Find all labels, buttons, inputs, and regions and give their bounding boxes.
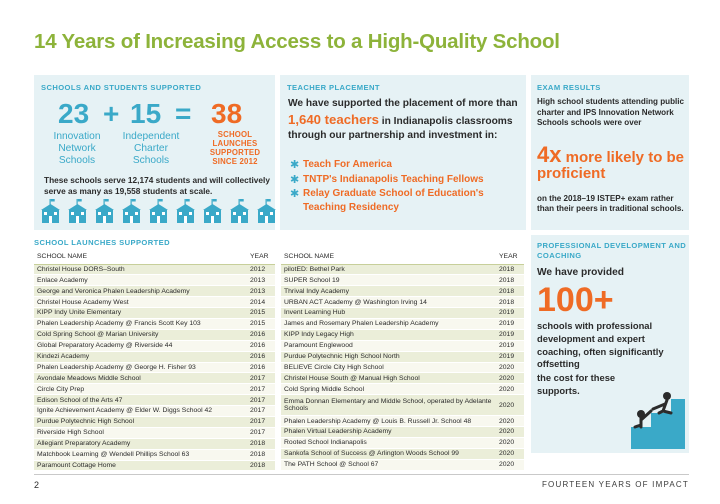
year-cell: 2016 — [247, 340, 275, 351]
table-row — [281, 373, 524, 384]
charter-label: Independent Charter Schools — [122, 131, 180, 167]
table-row — [281, 308, 524, 319]
school-name-cell: Purdue Polytechnic High School North — [281, 351, 496, 362]
school-name-cell: Phalen Virtual Leadership Academy — [281, 427, 496, 438]
year-cell: 2018 — [247, 449, 275, 460]
table-row — [281, 329, 524, 340]
table-row — [34, 275, 275, 286]
school-name-cell: Purdue Polytechnic High School — [34, 416, 247, 427]
table-row — [281, 264, 524, 275]
table-row — [281, 395, 524, 416]
plus-sign: + — [103, 98, 120, 129]
table-row — [34, 297, 275, 308]
table-row — [281, 318, 524, 329]
table-row — [34, 362, 275, 373]
table-row — [34, 318, 275, 329]
table-row — [34, 449, 275, 460]
teacher-panel — [280, 75, 526, 230]
year-cell: 2020 — [496, 427, 524, 438]
school-name-cell: Allegiant Preparatory Academy — [34, 438, 247, 449]
school-name-cell: Matchbook Learning @ Wendell Phillips School 63 — [34, 449, 247, 460]
exam-multiplier: 4x — [537, 142, 562, 167]
pd-text-narrow: the cost for these supports. — [537, 372, 616, 396]
year-cell: 2017 — [247, 427, 275, 438]
school-name-cell: KIPP Indy Legacy High — [281, 329, 496, 340]
table-row — [34, 308, 275, 319]
pd-intro: We have provided — [537, 267, 624, 278]
year-cell: 2020 — [496, 416, 524, 427]
year-cell: 2020 — [496, 459, 524, 470]
launches-table-right — [281, 250, 524, 471]
partner-label: Teach For America — [303, 159, 392, 170]
asterisk-icon: ✱ — [290, 173, 300, 186]
pd-heading: PROFESSIONAL DEVELOPMENT AND COACHING — [537, 241, 687, 260]
school-icons-row — [40, 199, 277, 223]
school-name-cell: Enlace Academy — [34, 275, 247, 286]
table-row — [34, 351, 275, 362]
school-name-cell: URBAN ACT Academy @ Washington Irving 14 — [281, 297, 496, 308]
exam-highlight-rest: more likely to be proficient — [537, 149, 685, 183]
school-name-cell: Paramount Cottage Home — [34, 460, 247, 471]
school-name-cell: James and Rosemary Phalen Leadership Academy — [281, 318, 496, 329]
school-name-cell: Sankofa School of Success @ Arlington Woods School 99 — [281, 448, 496, 459]
schools-heading: SCHOOLS AND STUDENTS SUPPORTED — [41, 83, 202, 92]
school-building-icon — [121, 199, 142, 223]
launches-heading: SCHOOL LAUNCHES SUPPORTED — [34, 238, 171, 247]
table-row — [34, 438, 275, 449]
school-building-icon — [94, 199, 115, 223]
school-name-cell: Phalen Leadership Academy @ Francis Scott Key 103 — [34, 318, 247, 329]
pd-text: schools with professional development and expert coaching, often significantly offsetting — [537, 320, 664, 370]
partner-label: TNTP's Indianapolis Teaching Fellows — [303, 173, 484, 185]
year-cell: 2017 — [247, 416, 275, 427]
year-cell: 2019 — [496, 340, 524, 351]
exam-panel — [531, 75, 689, 230]
column-header-year: YEAR — [496, 250, 524, 264]
table-row — [281, 362, 524, 373]
year-cell: 2013 — [247, 286, 275, 297]
pd-number: 100+ — [537, 281, 614, 319]
school-name-cell: Phalen Leadership Academy @ George H. Fisher 93 — [34, 362, 247, 373]
launches-label: SCHOOL LAUNCHES SUPPORTED SINCE 2012 — [209, 130, 261, 167]
table-row — [281, 448, 524, 459]
exam-highlight — [537, 143, 689, 182]
school-name-cell: Circle City Prep — [34, 384, 247, 395]
school-building-icon — [256, 199, 277, 223]
list-item — [290, 187, 522, 214]
table-row — [34, 395, 275, 406]
year-cell: 2018 — [496, 264, 524, 275]
year-cell: 2020 — [496, 437, 524, 448]
school-building-icon — [229, 199, 250, 223]
year-cell: 2017 — [247, 373, 275, 384]
school-name-cell: Kindezi Academy — [34, 351, 247, 362]
teacher-text-before: We have supported the placement of more than — [288, 98, 518, 109]
school-name-cell: Christel House South @ Manual High School — [281, 373, 496, 384]
school-building-icon — [148, 199, 169, 223]
year-cell: 2020 — [496, 448, 524, 459]
footer-divider — [34, 474, 689, 475]
year-cell: 2016 — [247, 351, 275, 362]
year-cell: 2015 — [247, 308, 275, 319]
year-cell: 2017 — [247, 406, 275, 417]
year-cell: 2020 — [496, 384, 524, 395]
list-item — [290, 158, 522, 172]
school-name-cell: George and Veronica Phalen Leadership Academy — [34, 286, 247, 297]
schools-note: These schools serve 12,174 students and will collectively serve as many as 19,558 students at scale. — [44, 175, 270, 196]
school-name-cell: BELIEVE Circle City High School — [281, 362, 496, 373]
school-name-cell: The PATH School @ School 67 — [281, 459, 496, 470]
table-row — [34, 427, 275, 438]
table-row — [281, 351, 524, 362]
table-row — [34, 406, 275, 417]
pd-panel — [531, 235, 689, 453]
school-name-cell: Riverside High School — [34, 427, 247, 438]
school-name-cell: Phalen Leadership Academy @ Louis B. Russell Jr. School 48 — [281, 416, 496, 427]
table-row — [34, 460, 275, 471]
year-cell: 2019 — [496, 308, 524, 319]
school-name-cell: Rooted School Indianapolis — [281, 437, 496, 448]
year-cell: 2018 — [496, 286, 524, 297]
table-row — [34, 286, 275, 297]
school-name-cell: Christel House DORS–South — [34, 264, 247, 275]
year-cell: 2018 — [496, 275, 524, 286]
year-cell: 2020 — [496, 395, 524, 416]
year-cell: 2020 — [496, 362, 524, 373]
exam-intro: High school students attending public charter and IPS Innovation Network Schools schools were over — [537, 97, 685, 128]
table-row — [34, 384, 275, 395]
column-header-year: YEAR — [247, 250, 275, 264]
school-building-icon — [40, 199, 61, 223]
year-cell: 2018 — [247, 460, 275, 471]
year-cell: 2016 — [247, 329, 275, 340]
total-launches: 38 — [211, 98, 243, 129]
year-cell: 2019 — [496, 329, 524, 340]
year-cell: 2019 — [496, 351, 524, 362]
column-header-name: SCHOOL NAME — [34, 250, 247, 264]
teacher-partner-list — [290, 158, 522, 215]
teacher-count: 1,640 teachers — [288, 111, 379, 127]
table-row — [281, 437, 524, 448]
year-cell: 2016 — [247, 362, 275, 373]
climbing-figures-icon — [629, 387, 687, 451]
table-row — [34, 340, 275, 351]
school-building-icon — [202, 199, 223, 223]
table-row — [281, 297, 524, 308]
year-cell: 2013 — [247, 275, 275, 286]
table-row — [281, 416, 524, 427]
partner-label: Relay Graduate School of Education's Teaching Residency — [303, 188, 484, 213]
year-cell: 2017 — [247, 384, 275, 395]
teacher-text-after: in Indianapolis classrooms through our partnership and investment in: — [288, 115, 513, 141]
school-building-icon — [175, 199, 196, 223]
table-row — [281, 340, 524, 351]
equals-sign: = — [175, 98, 192, 129]
school-name-cell: Global Preparatory Academy @ Riverside 44 — [34, 340, 247, 351]
exam-tail: on the 2018–19 ISTEP+ exam rather than their peers in traditional schools. — [537, 194, 684, 214]
column-header-name: SCHOOL NAME — [281, 250, 496, 264]
teacher-text — [288, 97, 520, 143]
year-cell: 2015 — [247, 318, 275, 329]
charter-count: 15 — [130, 98, 162, 129]
table-row — [281, 459, 524, 470]
year-cell: 2018 — [247, 438, 275, 449]
page-number: 2 — [34, 480, 40, 490]
innovation-count: 23 — [58, 98, 90, 129]
footer-title: FOURTEEN YEARS OF IMPACT — [541, 480, 689, 489]
table-row — [281, 286, 524, 297]
year-cell: 2020 — [496, 373, 524, 384]
school-name-cell: Cold Spring School @ Marian University — [34, 329, 247, 340]
year-cell: 2017 — [247, 395, 275, 406]
list-item — [290, 173, 522, 187]
year-cell: 2012 — [247, 264, 275, 275]
year-cell: 2019 — [496, 318, 524, 329]
launches-table-left — [34, 250, 275, 471]
table-row — [34, 416, 275, 427]
school-name-cell: Invent Learning Hub — [281, 308, 496, 319]
table-row — [34, 373, 275, 384]
school-name-cell: Christel House Academy West — [34, 297, 247, 308]
school-name-cell: Avondale Meadows Middle School — [34, 373, 247, 384]
table-row — [34, 264, 275, 275]
page-title: 14 Years of Increasing Access to a High-Quality School — [34, 30, 560, 53]
school-name-cell: Edison School of the Arts 47 — [34, 395, 247, 406]
table-row — [34, 329, 275, 340]
school-name-cell: Emma Donnan Elementary and Middle School, operated by Adelante Schools — [281, 395, 496, 416]
asterisk-icon: ✱ — [290, 159, 300, 171]
year-cell: 2014 — [247, 297, 275, 308]
table-row — [281, 384, 524, 395]
table-row — [281, 427, 524, 438]
innovation-label: Innovation Network Schools — [53, 131, 101, 167]
teacher-heading: TEACHER PLACEMENT — [287, 83, 380, 92]
school-name-cell: pilotED: Bethel Park — [281, 264, 496, 275]
asterisk-icon: ✱ — [290, 188, 300, 201]
school-name-cell: Ignite Achievement Academy @ Elder W. Diggs School 42 — [34, 406, 247, 417]
school-name-cell: Cold Spring Middle School — [281, 384, 496, 395]
school-name-cell: Thrival Indy Academy — [281, 286, 496, 297]
school-name-cell: SUPER School 19 — [281, 275, 496, 286]
school-name-cell: Paramount Englewood — [281, 340, 496, 351]
school-name-cell: KIPP Indy Unite Elementary — [34, 308, 247, 319]
exam-heading: EXAM RESULTS — [537, 83, 601, 92]
table-row — [281, 275, 524, 286]
school-building-icon — [67, 199, 88, 223]
year-cell: 2018 — [496, 297, 524, 308]
